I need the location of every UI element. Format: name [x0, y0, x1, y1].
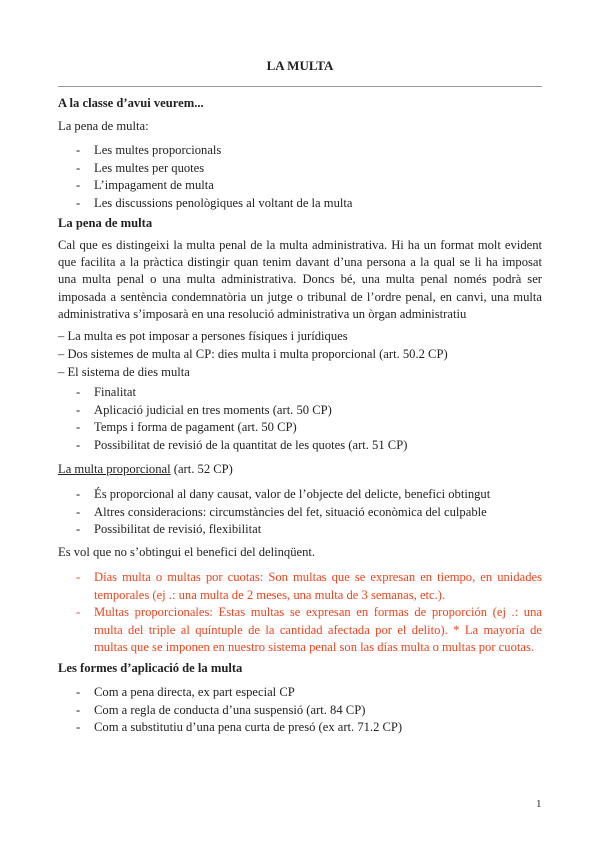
list-item: - És proporcional al dany causat, valor de l’objecte del delicte, benefici obtingut — [58, 486, 542, 504]
intro-text: La pena de multa: — [58, 119, 149, 133]
list-item: - L’impagament de multa — [58, 177, 542, 195]
list-item: - Aplicació judicial en tres moments (art. 50 CP) — [58, 402, 542, 420]
section-heading: A la classe d’avui veurem... — [58, 96, 204, 110]
section-heading: La pena de multa — [58, 216, 153, 230]
page-number: 1 — [536, 798, 542, 810]
list-item: - Possibilitat de revisió, flexibilitat — [58, 521, 542, 539]
dash-item: – El sistema de dies multa — [58, 365, 190, 379]
list-item: - Multas proporcionales: Estas multas se expresan en formas de proporción (ej .: una multa del triple al quíntuple de la cantidad afectada por el delito). * La mayoría de multas que se imponen en nuestro sistema penal son las días multa o multas por cuotas. — [58, 604, 542, 657]
divider — [58, 86, 542, 87]
dash-item: – Dos sistemes de multa al CP: dies multa i multa proporcional (art. 50.2 CP) — [58, 347, 448, 361]
list — [58, 142, 542, 212]
article-ref: (art. 52 CP) — [170, 462, 233, 476]
list-item: - Días multa o multas por cuotas: Son multas que se expresan en tiempo, en unidades temporales (ej .: una multa de 2 meses, una multa de 3 semanas, etc.). — [58, 569, 542, 604]
statement: Es vol que no s’obtingui el benefici del delinqüent. — [58, 545, 316, 559]
list — [58, 486, 542, 539]
list-item: - Altres consideracions: circumstàncies del fet, situació econòmica del culpable — [58, 504, 542, 522]
subheading — [58, 462, 542, 477]
list-item: - Les discussions penològiques al voltant de la multa — [58, 195, 542, 213]
list — [58, 684, 542, 737]
list-item: - Finalitat — [58, 384, 542, 402]
red-list — [58, 569, 542, 657]
list-item: - Les multes proporcionals — [58, 142, 542, 160]
dash-item: – La multa es pot imposar a persones físiques i jurídiques — [58, 329, 348, 343]
list — [58, 384, 542, 454]
list-item: - Les multes per quotes — [58, 160, 542, 178]
list-item: - Com a pena directa, ex part especial CP — [58, 684, 542, 702]
paragraph: Cal que es distingeixi la multa penal de la multa administrativa. Hi ha un format molt evident que facilita a la pràctica distingir quan tenim davant d’una persona a la qual se li ha imposat una multa penal o una multa administrativa. Doncs bé, una multa penal només podrà ser imposada a sentència condemnatòria un jutge o tribunal de l’ordre penal, en canvi, una multa administrativa s’imposarà en una resolució administrativa un òrgan administratiu — [58, 238, 542, 321]
list-item: - Possibilitat de revisió de la quantitat de les quotes (art. 51 CP) — [58, 437, 542, 455]
page-title: LA MULTA — [266, 58, 334, 73]
list-item: - Com a regla de conducta d’una suspensió (art. 84 CP) — [58, 702, 542, 720]
section-heading: Les formes d’aplicació de la multa — [58, 661, 243, 675]
list-item: - Temps i forma de pagament (art. 50 CP) — [58, 419, 542, 437]
underlined-label: La multa proporcional — [58, 462, 171, 476]
dash-list — [58, 327, 542, 381]
list-item: - Com a substitutiu d’una pena curta de presó (ex art. 71.2 CP) — [58, 719, 542, 737]
